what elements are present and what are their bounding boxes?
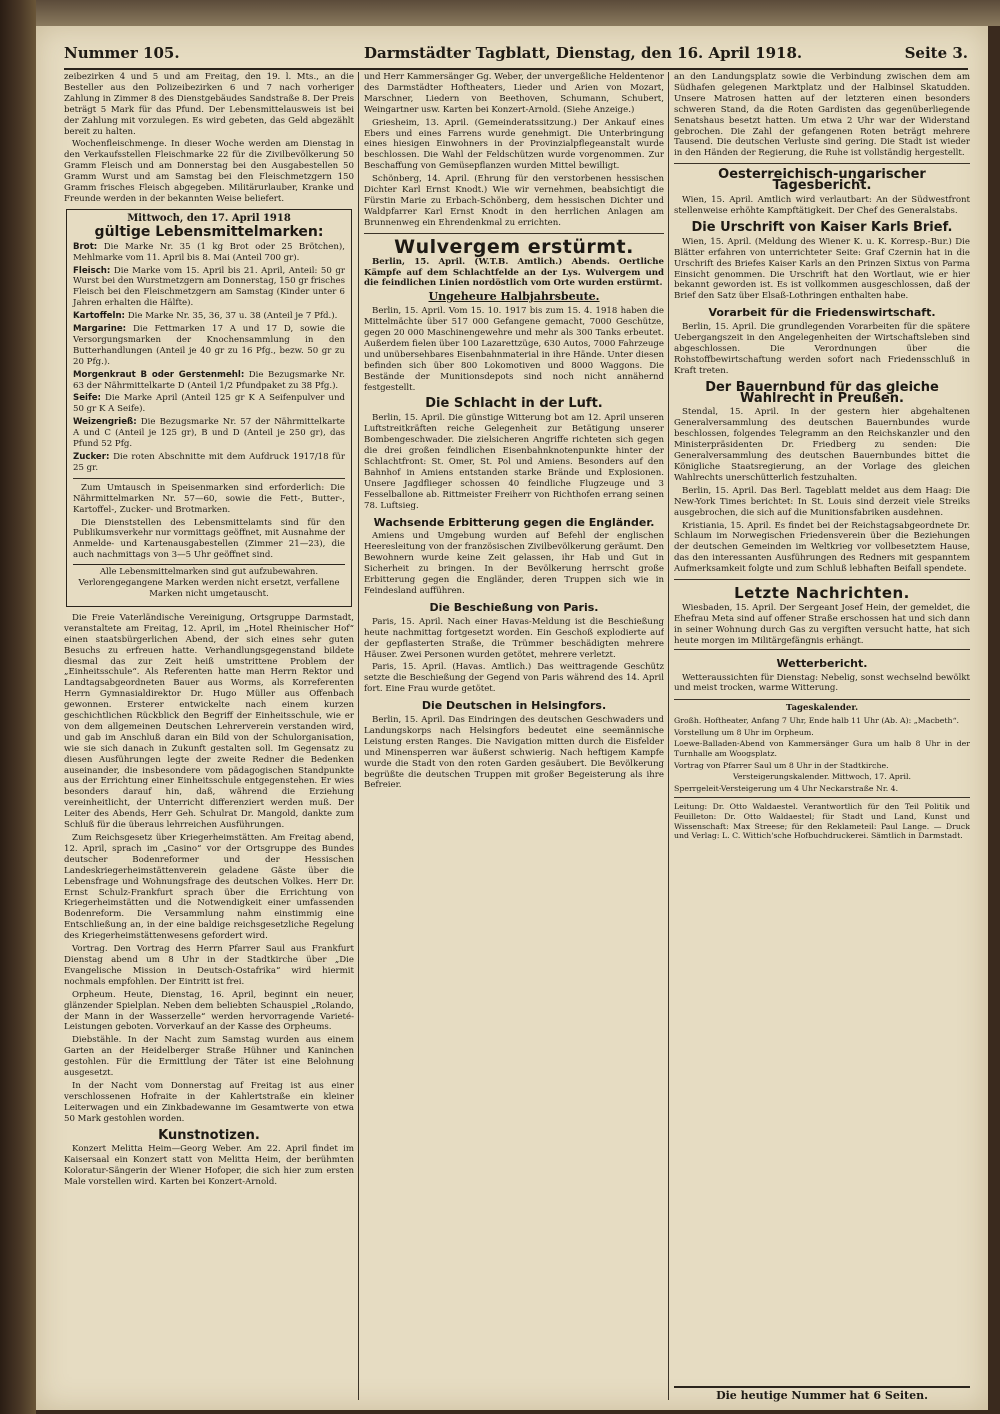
weather-text: Wetteraussichten für Dienstag: Nebelig, sonst wechselnd bewölkt und meist trocken, warme Witterung. bbox=[674, 672, 970, 694]
column-rule bbox=[668, 72, 669, 1400]
issue-number: Nummer 105. bbox=[64, 44, 180, 62]
calendar-heading: Tageskalender. bbox=[785, 703, 859, 714]
column-1 bbox=[64, 72, 354, 1402]
section-heading: Ungeheure Halbjahrsbeute. bbox=[428, 290, 600, 304]
section-heading: Vorarbeit für die Friedenswirtschaft. bbox=[708, 306, 936, 320]
section-heading: Oesterreichisch-ungarischer Tagesbericht. bbox=[718, 167, 926, 194]
section-heading: Die Urschrift von Kaiser Karls Brief. bbox=[691, 219, 953, 235]
column-3 bbox=[674, 72, 970, 1402]
paper-title: Darmstädter Tagblatt, Dienstag, den 16. April 1918. bbox=[364, 44, 803, 62]
article-text: Paris, 15. April. (Havas. Amtlich.) Das weittragende Geschütz setzte die Beschießung der Gegend von Paris während des 14. April fort. Eine Frau wurde getötet. bbox=[364, 662, 664, 695]
article-text: Berlin, 15. April. Vom 15. 10. 1917 bis zum 15. 4. 1918 haben die Mittelmächte über 517 000 Gefangene gemacht, 7000 Geschütze, gegen 20 000 Maschinengewehre und mehr als 300 Tanks erbeutet. Außerdem fielen über 100 Lazarettzüge, 630 Autos, 7000 Fahrzeuge und unübersehbares Eisenbahnmaterial in ihre Hände. Unter diesen befinden sich über 800 Lokomotiven und 8000 Waggons. Die Bestände der Munitionsdepots sind noch nicht annähernd festgestellt. bbox=[364, 306, 664, 393]
article-text: Schönberg, 14. April. (Ehrung für den verstorbenen hessischen Dichter Karl Ernst Knodt.) Wie wir vernehmen, beabsichtigt die Fürstin Marie zu Erbach-Schönberg, dem hessischen Dichter und Waldpfarrer Karl Ernst Knodt in den herrlichen Anlagen am Brunnenweg ein Ehrendenkmal zu errichten. bbox=[364, 174, 664, 228]
calendar-item: Vorstellung um 8 Uhr im Orpheum. bbox=[674, 727, 814, 737]
item-text: Die Bezugsmarke Nr. 57 der Nährmittelkarte A und C (Anteil je 125 gr), B und D (Anteil je 250 gr), das Pfund 52 Pfg. bbox=[73, 417, 345, 450]
section-heading: Die Deutschen in Helsingfors. bbox=[421, 699, 607, 713]
article-text: zeibezirken 4 und 5 und am Freitag, den 19. l. Mts., an die Besteller aus den Polizeibezirken 6 und 7 nach vorheriger Zahlung in Zimmer 8 des Dienstgebäudes Sandstraße 8. Der Preis beträgt 5 Mark für das Pfund. Der Lebensmittelausweis ist bei der Zahlung mit vorzulegen. Es wird gebeten, das Geld abgezählt bereit zu halten. bbox=[64, 72, 354, 137]
article-text: Wien, 15. April. Amtlich wird verlautbart: An der Südwestfront stellenweise erhöhte Kampftätigkeit. Der Chef des Generalstabs. bbox=[674, 195, 970, 216]
box-item bbox=[73, 393, 345, 415]
article-text: Kristiania, 15. April. Es findet bei der Reichstagsabgeordnete Dr. Schlaum im Norwegischen Friedensverein über die Beziehungen der deutschen Gemeinden im Weltkrieg vor vollbesetztem Hause, das den interessanten Ausführungen des Redners mit gespanntem Aufmerksamkeit folgte und zum Schluß lebhaften Beifall spendete. bbox=[674, 520, 970, 575]
section-heading: Die Beschießung von Paris. bbox=[429, 600, 599, 614]
impressum: Leitung: Dr. Otto Waldaestel. Verantwortlich für den Teil Politik und Feuilleton: Dr. Otto Waldaestel; für Stadt und Land, Kunst und Wissenschaft: Max Streese; für den Reklameteil: Paul Lange. — Druck und Verlag: L. C. Wittich'sche Hofbuchdruckerei. Sämtlich in Darmstadt. bbox=[674, 802, 970, 841]
page-top-strip bbox=[36, 0, 1000, 26]
box-title: gültige Lebensmittelmarken: bbox=[94, 223, 324, 240]
item-text: Die roten Abschnitte mit dem Aufdruck 1917/18 für 25 gr. bbox=[73, 452, 346, 473]
column-rule bbox=[358, 72, 359, 1400]
page-number: Seite 3. bbox=[904, 44, 968, 62]
item-label: Fleisch: bbox=[73, 265, 111, 276]
item-label: Seife: bbox=[73, 393, 101, 404]
main-headline: Wulvergem erstürmt. bbox=[394, 235, 634, 258]
section-heading: Letzte Nachrichten. bbox=[734, 584, 910, 603]
masthead bbox=[64, 42, 968, 70]
item-text: Die Marke Nr. 35, 36, 37 u. 38 (Anteil je 7 Pfd.). bbox=[127, 311, 338, 322]
box-item bbox=[73, 452, 345, 474]
item-text: Die Marke Nr. 35 (1 kg Brot oder 25 Brötchen), Mehlmarke vom 11. April bis 8. Mai (Anteil 700 gr). bbox=[73, 241, 345, 263]
article-text: Wiesbaden, 15. April. Der Sergeant Josef Hein, der gemeldet, die Ehefrau Meta sind auf offener Straße erschossen hat und sich dann in seiner Wohnung durch Gas zu vergiften versucht hatte, hat sich heute morgen im Militärgefängnis erhängt. bbox=[674, 602, 970, 646]
article-text: Die Freie Vaterländische Vereinigung, Ortsgruppe Darmstadt, veranstaltete am Freitag, 12. April, im „Hotel Rheinischer Hof“ einen staatsbürgerlichen Abend, der sich eines sehr guten Besuchs zu erfreuen hatte. Verhandlungsgegenstand bildete diesmal das zur Zeit heiß umstrittene Problem der „Einheitsschule“. Als Referenten hatte man Herrn Rektor und Landtagsabgeordneten Bauer aus Worms, als Korreferenten Herrn Gymnasialdirektor Dr. Hugo Müller aus Offenbach gewonnen. Ersterer entwickelte nach einem kurzen geschichtlichen Rückblick den Begriff der Einheitsschule, wie er von dem allgemeinen Deutschen Lehrerverein verstanden wird, und gab im Anschluß daran ein Bild von der Schulorganisation, wie sie sich danach in Zukunft gestalten soll. Im Gegensatz zu diesen Ausführungen legte der zweite Redner die Bedenken auseinander, die insbesondere vom pädagogischen Standpunkte aus der Errichtung einer Einheitsschule entgegenstehen. Er wies besonders darauf hin, daß, während die Erziehung vereinheitlicht, der Unterricht differenziert werden muß. Der Leiter des Abends, Herr Geh. Schulrat Dr. Mangold, dankte zum Schluß für die überaus lehrreichen Ausführungen. bbox=[64, 612, 354, 831]
section-heading: Die Schlacht in der Luft. bbox=[425, 396, 603, 412]
box-note: Zum Umtausch in Speisenmarken sind erforderlich: Die Nährmittelmarken Nr. 57—60, sowie die Fett-, Butter-, Kartoffel-, Zucker- und Brotmarken. bbox=[73, 482, 345, 515]
box-item bbox=[73, 324, 345, 368]
article-text: Stendal, 15. April. In der gestern hier abgehaltenen Generalversammlung des deutschen Bauernbundes wurde beschlossen, folgendes Telegramm an den Reichskanzler und den Ministerpräsidenten Dr. Friedberg zu senden: Die Generalversammlung des deutschen Bauernbundes bittet die Königliche Staatsregierung, an der Vorlage des gleichen Wahlrechts unerschütterlich festzuhalten. bbox=[674, 407, 970, 483]
item-text: Die Marke April (Anteil 125 gr K A Seifenpulver und 50 gr K A Seife). bbox=[73, 393, 345, 415]
calendar-list bbox=[674, 716, 970, 793]
calendar-item: Sperrgeleit-Versteigerung um 4 Uhr Neckarstraße Nr. 4. bbox=[674, 783, 899, 793]
article-text: Wien, 15. April. (Meldung des Wiener K. u. K. Korresp.-Bur.) Die Blätter erfahren von unterrichteter Seite: Graf Czernin hat in die Urschrift des Briefes Kaiser Karls an den Prinzen Sixtus von Parma Einsicht genommen. Die Urschrift hat den Wortlaut, wie er hier bekannt geworden ist. Es ist vollkommen ausgeschlossen, daß der Brief den Satz über Elsaß-Lothringen enthalten habe. bbox=[674, 236, 970, 302]
lead-text: Berlin, 15. April. (W.T.B. Amtlich.) Abends. Oertliche Kämpfe auf dem Schlachtfelde an der Lys. Wulvergem und die feindlichen Linien nordöstlich vom Orte wurden erstürmt. bbox=[364, 256, 664, 289]
article-text: Amiens und Umgebung wurden auf Befehl der englischen Heeresleitung von der französischen Zivilbevölkerung geräumt. Den Bewohnern wurde keine Zeit gelassen, ihr Hab und Gut in Sicherheit zu bringen. In der Bevölkerung herrscht große Erbitterung gegen die Engländer, deren Truppen sich wie in Feindesland aufführen. bbox=[364, 531, 664, 596]
article-text: und Herr Kammersänger Gg. Weber, der unvergeßliche Heldentenor des Darmstädter Hoftheaters, Lieder und Arien von Mozart, Marschner, Liedern von Beethoven, Schumann, Schubert, Weingartner usw. Karten bei Konzert-Arnold. (Siehe Anzeige.) bbox=[364, 72, 664, 115]
article-text: Vortrag. Den Vortrag des Herrn Pfarrer Saul aus Frankfurt Dienstag abend um 8 Uhr in der Stadtkirche über „Die Evangelische Mission in Deutsch-Ostafrika“ wird hiermit nochmals empfohlen. Der Eintritt ist frei. bbox=[64, 944, 354, 987]
box-item bbox=[73, 242, 345, 264]
weather-box bbox=[674, 649, 970, 701]
box-item bbox=[73, 417, 345, 450]
newspaper-page bbox=[36, 26, 988, 1410]
page-footer-note: Die heutige Nummer hat 6 Seiten. bbox=[674, 1386, 970, 1402]
article-text: Paris, 15. April. Nach einer Havas-Meldung ist die Beschießung heute nachmittag fortgesetzt worden. Ein Geschoß explodierte auf der gepflasterten Straße, die Trümmer beschädigten mehrere Häuser. Zwei Personen wurden getötet, mehrere verletzt. bbox=[364, 616, 664, 660]
article-text: Berlin, 15. April. Das Berl. Tageblatt meldet aus dem Haag: Die New-York Times berichtet: In St. Louis sind derzeit viele Streiks ausgebrochen, die sich auf die Munitionsfabriken ausdehnen. bbox=[674, 485, 970, 518]
calendar-item: Vortrag von Pfarrer Saul um 8 Uhr in der Stadtkirche. bbox=[674, 760, 889, 770]
item-text: Die Fettmarken 17 A und 17 D, sowie die Versorgungsmarken der Knochensammlung in den Butterhandlungen (Anteil je 40 gr zu 16 Pfg., bezw. 50 gr zu 20 Pfg.). bbox=[73, 324, 346, 367]
item-text: Die Marke vom 15. April bis 21. April, Anteil: 50 gr Wurst bei den Wurstmetzgern am Donnerstag, 150 gr frisches Fleisch bei den Fleischmetzgern am Samstag (Kinder unter 6 Jahren erhalten die Hälfte). bbox=[73, 265, 345, 309]
article-text: an den Landungsplatz sowie die Verbindung zwischen dem am Südhafen gelegenen Marktplatz und der Halbinsel Skatudden. Unsere Matrosen hatten auf der letzteren einen besonders schweren Stand, da die Roten Gardisten das gegenüberliegende Senatshaus besetzt hatten. Um etwa 2 Uhr war der Widerstand gebrochen. Die Zahl der gefangenen Roten beträgt mehrere Tausend. Die deutschen Verluste sind gering. Die Stadt ist wieder in den Händen der Regierung, die Ruhe ist vollständig hergestellt. bbox=[674, 72, 970, 159]
calendar-item: Versteigerungskalender. Mittwoch, 17. April. bbox=[733, 772, 911, 782]
article-text: Diebstähle. In der Nacht zum Samstag wurden aus einem Garten an der Heidelberger Straße Hühner und Kaninchen gestohlen. Für die Ermittlung der Täter ist eine Belohnung ausgesetzt. bbox=[64, 1035, 354, 1079]
box-item bbox=[73, 370, 345, 392]
item-label: Morgenkraut B oder Gerstenmehl: bbox=[73, 369, 245, 380]
section-heading: Wachsende Erbitterung gegen die Engländer. bbox=[373, 515, 655, 529]
article-text: In der Nacht vom Donnerstag auf Freitag ist aus einer verschlossenen Hofraite in der Kahlertstraße ein kleiner Leiterwagen und ein Zinkbadewanne im Gesamtwerte von etwa 50 Mark gestohlen worden. bbox=[64, 1080, 354, 1124]
item-label: Weizengrieß: bbox=[73, 417, 137, 428]
box-date: Mittwoch, den 17. April 1918 bbox=[127, 212, 291, 224]
section-heading: Kunstnotizen. bbox=[158, 1127, 260, 1143]
article-text: Zum Reichsgesetz über Kriegerheimstätten. Am Freitag abend, 12. April, sprach im „Casino“ vor der Ortsgruppe des Bundes deutscher Bodenreformer und der Hessischen Landeskriegerheimstättenverein geladene Gäste über die Lebensfrage und Wohnungsfrage des deutschen Volkes. Herr Dr. Ernst Schulz-Frankfurt sprach über die Errichtung von Kriegerheimstätten und die Notwendigkeit einer umfassenden Bodenreform. Die Versammlung nahm einstimmig eine Entschließung an, in der eine baldige reichsgesetzliche Regelung des Kriegerheimstättenwesens gefordert wird. bbox=[64, 833, 354, 942]
article-text: Berlin, 15. April. Die günstige Witterung bot am 12. April unseren Luftstreitkräften reiche Gelegenheit zur Betätigung unserer Bombengeschwader. Die zielsicheren Angriffe richteten sich gegen die drei großen feindlichen Eisenbahnknotenpunkte hinter der Schlachtfront: St. Omer, St. Pol und Amiens. Besonders auf den Bahnhof in Amiens entstanden starke Brände und Explosionen. Unsere Jagdflieger schossen 40 feindliche Flugzeuge und 3 Fesselballone ab. Rittmeister Freiherr von Richthofen errang seinen 78. Luftsieg. bbox=[364, 413, 664, 511]
section-heading: Der Bauernbund für das gleiche Wahlrecht in Preußen. bbox=[705, 379, 939, 406]
box-footer: Alle Lebensmittelmarken sind gut aufzubewahren. Verlorengegangene Marken werden nicht ersetzt, verfallene Marken nicht umgetauscht. bbox=[73, 564, 345, 600]
article-text: Konzert Melitta Heim—Georg Weber. Am 22. April findet im Kaisersaal ein Konzert statt von Melitta Heim, der berühmten Koloratur-Sängerin der Wiener Hofoper, die sich hier zum ersten Male vorstellen wird. Karten bei Konzert-Arnold. bbox=[64, 1144, 354, 1188]
article-text: Berlin, 15. April. Das Eindringen des deutschen Geschwaders und Landungskorps nach Helsingfors bedeutet eine seemännische Leistung ersten Ranges. Die Navigation mitten durch die Eisfelder und Minensperren war äußerst schwierig. Nach heftigem Kampfe wurde die Stadt von den roten Garden gesäubert. Die Bevölkerung begrüßte die deutschen Truppen mit großer Begeisterung als ihre Befreier. bbox=[364, 715, 664, 791]
item-label: Margarine: bbox=[73, 324, 127, 335]
article-text: Berlin, 15. April. Die grundlegenden Vorarbeiten für die spätere Uebergangszeit in den Angelegenheiten der Wirtschaftsleben sind abgeschlossen. Die Verordnungen über die Rohstoffbewirtschaftung werden sofort nach Friedensschluß in Kraft treten. bbox=[674, 322, 970, 376]
article-text: Griesheim, 13. April. (Gemeinderatssitzung.) Der Ankauf eines Ebers und eines Farrens wurde genehmigt. Die Unterbringung eines hiesigen Einwohners in der Provinzialpflegeanstalt wurde beschlossen. Die Wahl der Feldschützen wurde vorgenommen. Zur Beschaffung von Gemüsepflanzen wurden Mittel bewilligt. bbox=[364, 117, 664, 172]
calendar-item: Großh. Hoftheater, Anfang 7 Uhr, Ende halb 11 Uhr (Ab. A): „Macbeth“. bbox=[674, 716, 960, 726]
item-text: Die Bezugsmarke Nr. 63 der Nährmittelkarte D (Anteil 1/2 Pfundpaket zu 38 Pfg.). bbox=[73, 369, 345, 391]
box-item bbox=[73, 266, 345, 310]
article-text: Wochenfleischmenge. In dieser Woche werden am Dienstag in den Verkaufsstellen Fleischmarke 22 für die Zivilbevölkerung 50 Gramm Fleisch und am Donnerstag bei den Ausgabestellen 50 Gramm Wurst und am Samstag bei den Fleischmetzgern 150 Gramm frisches Fleisch abgegeben. Militärurlauber, Kranke und Freunde werden in der bekannten Weise beliefert. bbox=[64, 139, 354, 204]
article-text: Orpheum. Heute, Dienstag, 16. April, beginnt ein neuer, glänzender Spielplan. Neben dem beliebten Schauspiel „Rolando, der Mann in der Wasserzelle“ werden hervorragende Varieté-Leistungen geboten. Vorverkauf an der Kasse des Orpheums. bbox=[64, 989, 354, 1033]
item-label: Zucker: bbox=[73, 452, 110, 462]
box-item bbox=[73, 311, 345, 322]
box-note: Die Dienststellen des Lebensmittelamts sind für den Publikumsverkehr nur vormittags geöffnet, mit Ausnahme der Anmelde- und Kartenausgabestellen (Zimmer 21—23), die auch nachmittags von 3—5 Uhr geöffnet sind. bbox=[73, 517, 345, 561]
book-binding bbox=[0, 0, 36, 1414]
item-label: Brot: bbox=[73, 241, 98, 252]
lebensmittel-box bbox=[66, 209, 352, 607]
calendar-item: Loewe-Balladen-Abend von Kammersänger Gura um halb 8 Uhr in der Turnhalle am Woogsplatz. bbox=[674, 739, 970, 758]
item-label: Kartoffeln: bbox=[73, 311, 125, 322]
column-2 bbox=[364, 72, 664, 1402]
section-heading: Wetterbericht. bbox=[776, 656, 868, 670]
